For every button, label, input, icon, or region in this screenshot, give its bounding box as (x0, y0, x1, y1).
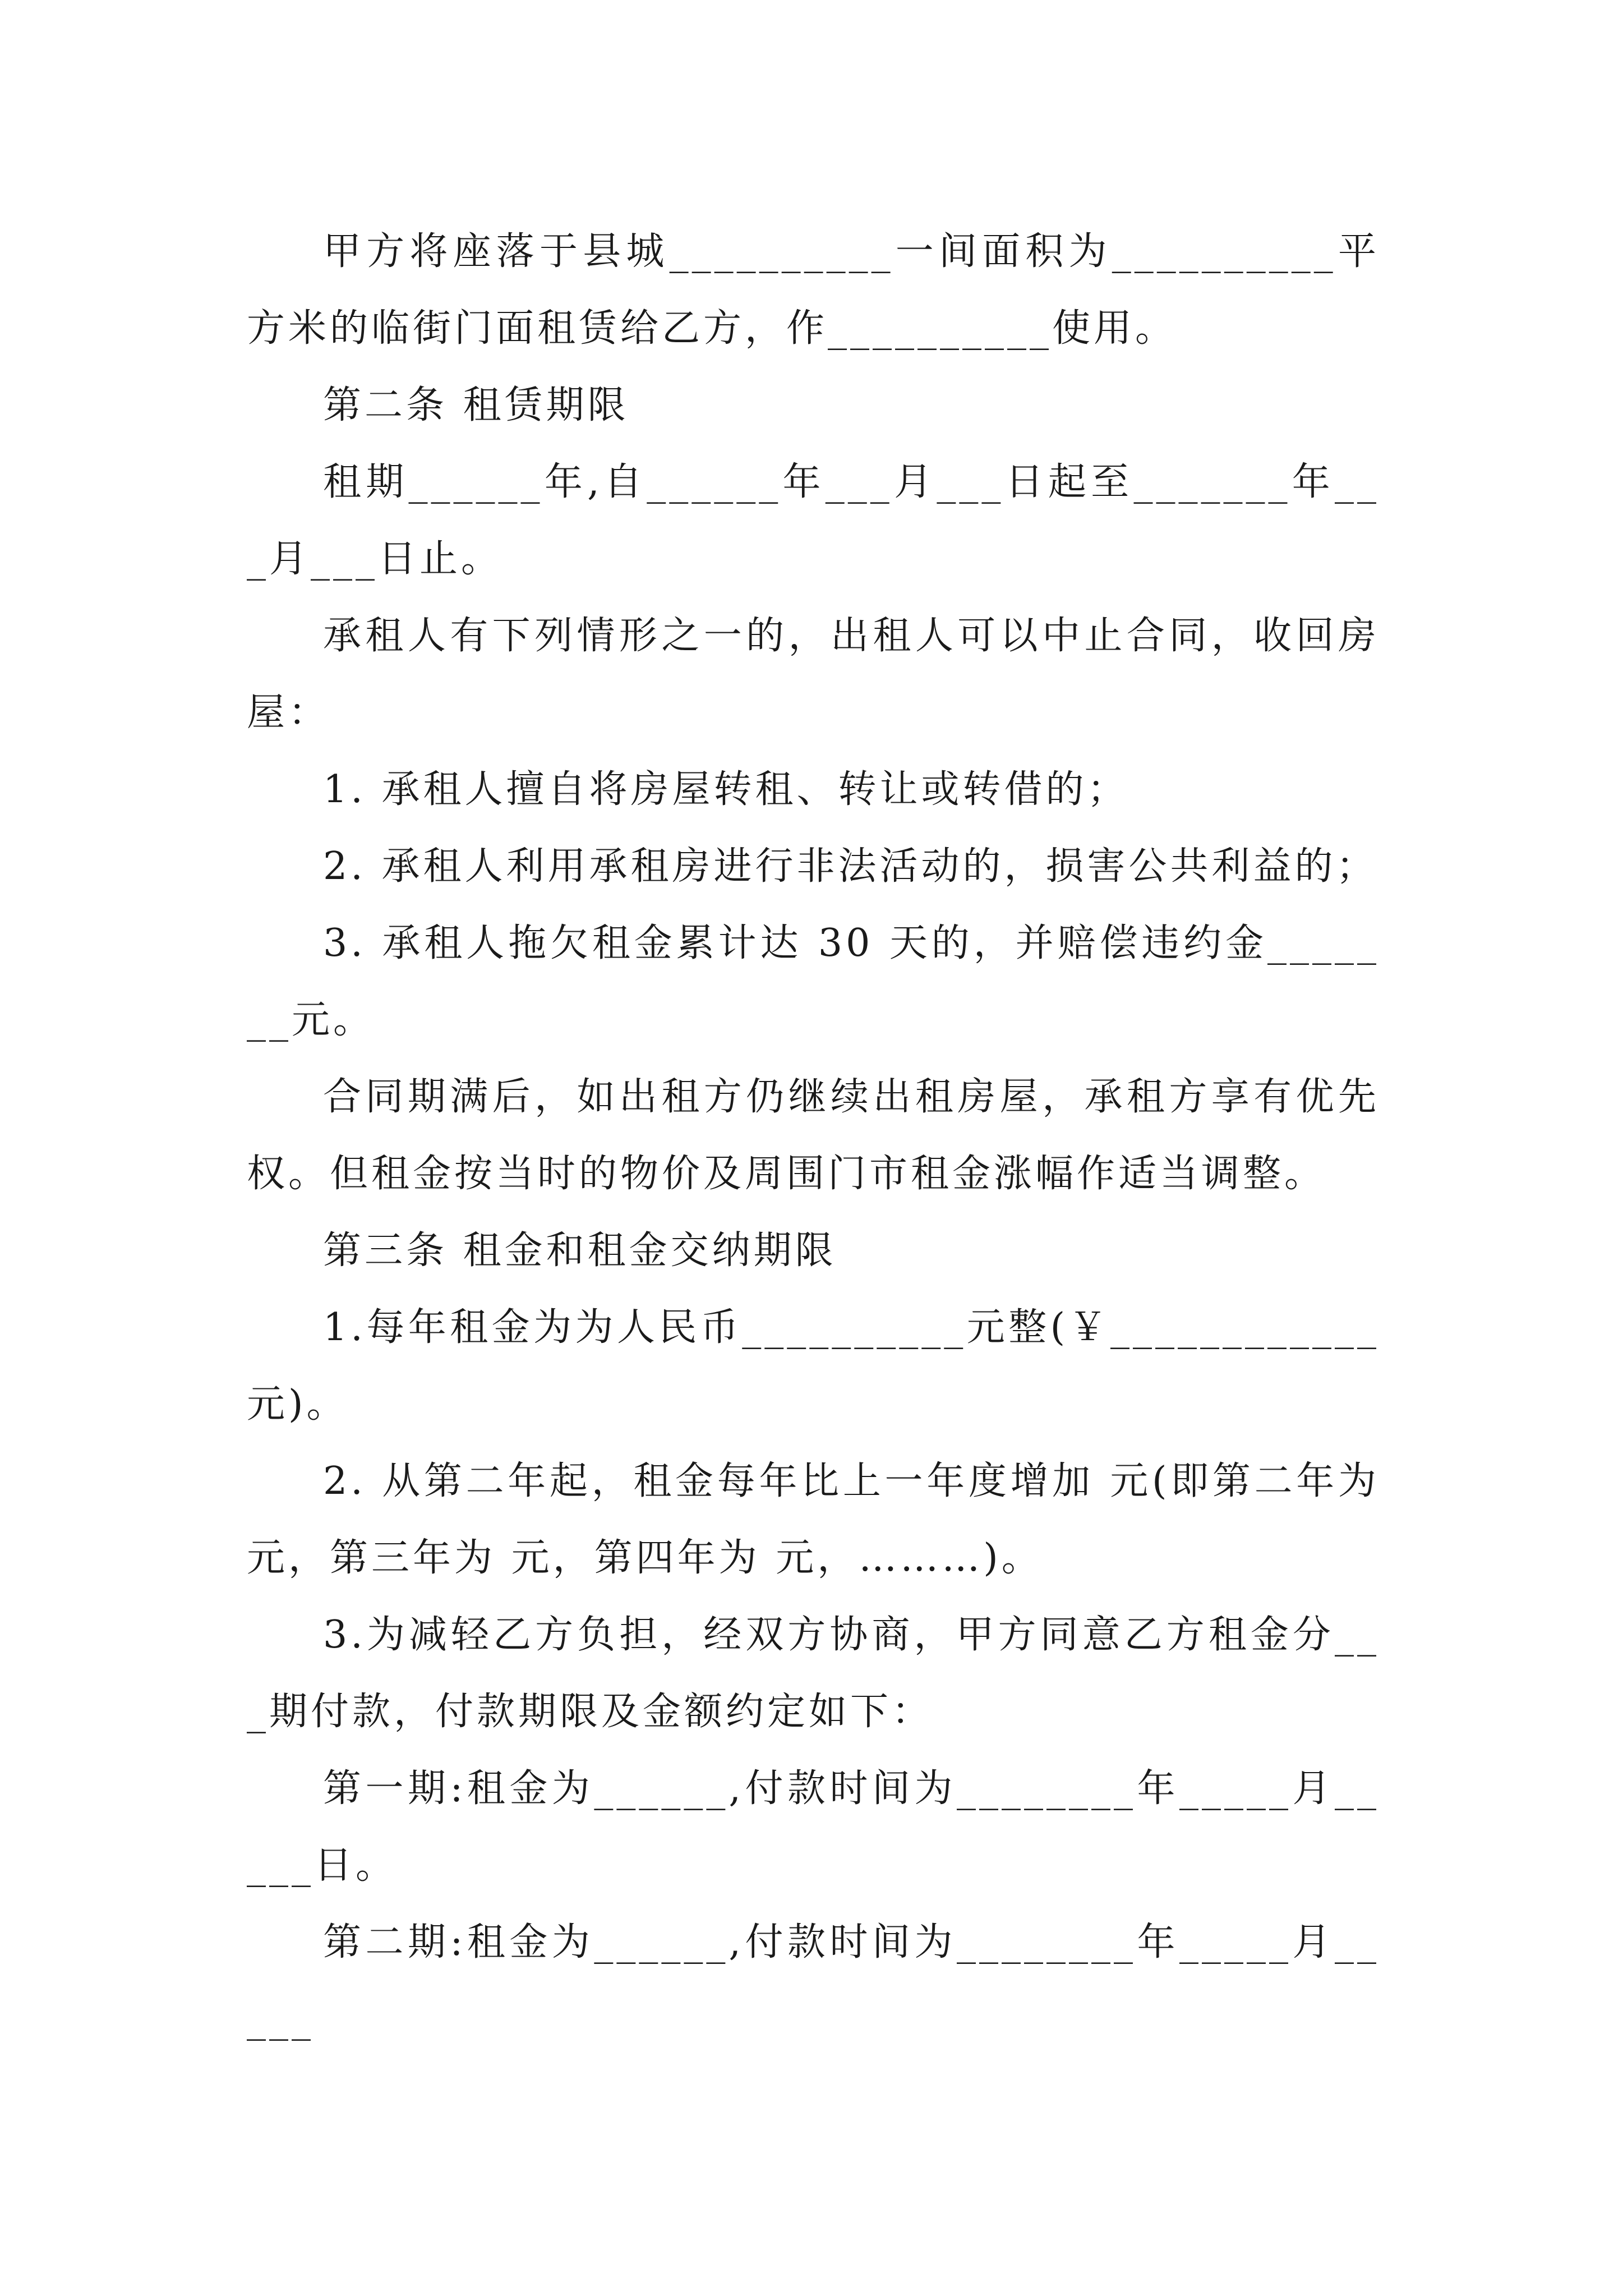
list-item-termination-3: 3. 承租人拖欠租金累计达 30 天的，并赔偿违约金_______元。 (247, 921, 1380, 1042)
paragraph-renewal: 合同期满后，如出租方仍继续出租房屋，承租方享有优先权。但租金按当时的物价及周围门市租金涨幅作适当调整。 (247, 1075, 1380, 1196)
heading-article-2: 第二条 租赁期限 (323, 383, 629, 427)
list-item-termination-2: 2. 承租人利用承租房进行非法活动的，损害公共利益的； (323, 844, 1378, 889)
list-item-termination-1: 1. 承租人擅自将房屋转租、转让或转借的； (323, 767, 1129, 812)
paragraph-premises: 甲方将座落于县城__________一间面积为__________平方米的临街门面租赁给乙方，作__________使用。 (247, 229, 1380, 351)
heading-article-3: 第三条 租金和租金交纳期限 (323, 1228, 837, 1273)
paragraph-termination-intro: 承租人有下列情形之一的，出租人可以中止合同，收回房屋： (247, 614, 1380, 735)
document-body (247, 213, 1380, 2058)
paragraph-installment-1: 第一期:租金为______,付款时间为________年_____月_____日。 (247, 1766, 1380, 1888)
paragraph-installment-2: 第二期:租金为______,付款时间为________年_____月_____ (247, 1920, 1380, 2041)
list-item-rent-1: 1.每年租金为为人民币__________元整(￥____________元)。 (247, 1305, 1380, 1427)
paragraph-lease-term: 租期______年,自______年___月___日起至_______年___月___日止。 (247, 460, 1380, 581)
list-item-rent-3: 3.为减轻乙方负担，经双方协商，甲方同意乙方租金分___期付款，付款期限及金额约定如下： (247, 1613, 1380, 1734)
list-item-rent-2: 2. 从第二年起，租金每年比上一年度增加 元(即第二年为 元，第三年为 元，第四年为 元，………)。 (247, 1459, 1380, 1580)
